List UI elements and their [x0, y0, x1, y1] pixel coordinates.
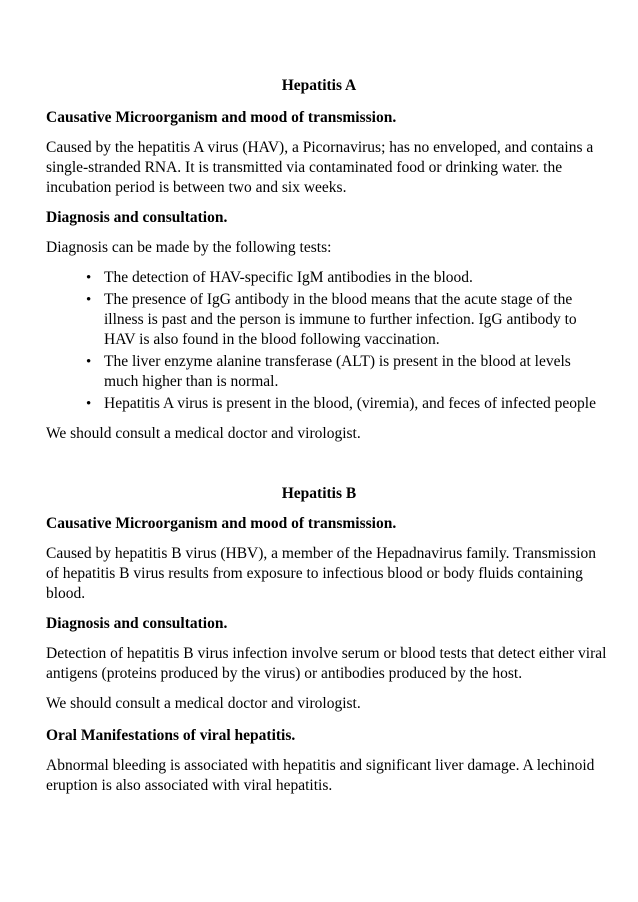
list-item: The presence of IgG antibody in the blood means that the acute stage of the [104, 291, 573, 308]
section-b-oral-heading: Oral Manifestations of viral hepatitis. [46, 727, 296, 744]
section-b-diag-line: antigens (proteins produced by the virus) or antibodies produced by the host. [46, 665, 523, 682]
bullet-icon: • [86, 270, 92, 286]
section-a-cause-line: Caused by the hepatitis A virus (HAV), a Picornavirus; has no enveloped, and contains a [46, 139, 594, 156]
section-b-cause-heading: Causative Microorganism and mood of transmission. [46, 515, 397, 532]
section-b-cause-line: of hepatitis B virus results from exposure to infectious blood or body fluids containing [46, 565, 583, 582]
bullet-icon: • [86, 396, 92, 412]
list-item-continuation: illness is past and the person is immune to further infection. IgG antibody to [104, 311, 577, 328]
section-a-cause-line: single-stranded RNA. It is transmitted via contaminated food or drinking water. the [46, 159, 563, 176]
list-item-continuation: HAV is also found in the blood following vaccination. [104, 331, 440, 348]
bullet-icon: • [86, 292, 92, 308]
list-item: The liver enzyme alanine transferase (ALT) is present in the blood at levels [104, 353, 571, 370]
section-b-title: Hepatitis B [281, 485, 357, 502]
section-b-diag-line: Detection of hepatitis B virus infection involve serum or blood tests that detect either viral [46, 645, 607, 662]
bullet-icon: • [86, 354, 92, 370]
section-b-oral-line: Abnormal bleeding is associated with hepatitis and significant liver damage. A lechinoid [46, 757, 595, 774]
section-b-cause-line: blood. [46, 585, 86, 602]
section-a-title: Hepatitis A [281, 77, 357, 94]
section-b-diag-heading: Diagnosis and consultation. [46, 615, 228, 632]
section-a-cause-heading: Causative Microorganism and mood of transmission. [46, 109, 397, 126]
list-item: The detection of HAV-specific IgM antibodies in the blood. [104, 269, 473, 286]
section-a-cause-line: incubation period is between two and six weeks. [46, 179, 347, 196]
section-a-diag-heading: Diagnosis and consultation. [46, 209, 228, 226]
section-b-consult: We should consult a medical doctor and virologist. [46, 695, 361, 712]
list-item: Hepatitis A virus is present in the blood, (viremia), and feces of infected people [104, 395, 596, 412]
section-a-diag-intro: Diagnosis can be made by the following tests: [46, 239, 332, 256]
section-b-cause-line: Caused by hepatitis B virus (HBV), a member of the Hepadnavirus family. Transmission [46, 545, 597, 562]
section-b-oral-line: eruption is also associated with viral hepatitis. [46, 777, 333, 794]
section-a-consult: We should consult a medical doctor and virologist. [46, 425, 361, 442]
list-item-continuation: much higher than is normal. [104, 373, 279, 390]
